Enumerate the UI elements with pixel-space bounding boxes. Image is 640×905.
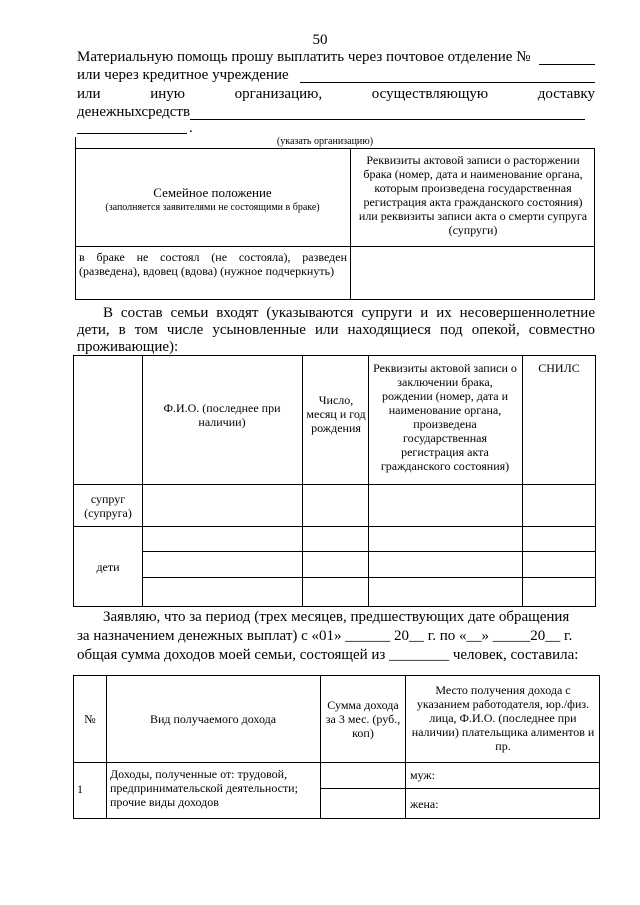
- marital-header-right: Реквизиты актовой записи о расторжении брака (номер, дата и наименование органа, которым произведена государственная регистрация акта гражданского состояния) или реквизиты записи акта о смерти супруга (супруги): [358, 153, 588, 237]
- family-row-children: дети: [96, 560, 120, 574]
- post-office-number-field[interactable]: [539, 64, 595, 65]
- credit-institution-field[interactable]: [300, 82, 595, 83]
- income-table: [73, 675, 600, 819]
- income-header-num: №: [84, 712, 96, 726]
- family-intro: В состав семьи входят (указываются супруги и их несовершеннолетние дети, в том числе усыновленные или находящиеся под опекой, совместно проживающие):: [77, 305, 595, 355]
- payment-line-4: денежныхсредств: [77, 104, 191, 120]
- payment-line-1: Материальную помощь прошу выплатить через почтовое отделение №: [77, 49, 531, 65]
- income-intro: [77, 609, 595, 664]
- payment-line-3: или иную организацию, осуществляющую доставку: [77, 86, 595, 102]
- marital-status-title: Семейное положение: [153, 185, 272, 200]
- income-intro-line-2: за назначением денежных выплат) с «01» ______ 20__ г. по «__» _____20__ г.: [77, 628, 573, 644]
- marital-status-options[interactable]: в браке не состоял (не состояла), разведен (разведена), вдовец (вдова) (нужное подчеркнуть): [79, 250, 347, 278]
- divorce-record-cell[interactable]: [351, 247, 594, 299]
- income-header-place: Место получения дохода с указанием работодателя, юр./физ. лица, Ф.И.О. (последнее при наличии) плательщика алиментов и пр.: [411, 683, 595, 753]
- income-sum-husband-cell[interactable]: [321, 763, 405, 788]
- family-row-spouse: супруг (супруга): [84, 492, 132, 520]
- child-1-fio-cell[interactable]: [143, 527, 302, 551]
- income-header-type: Вид получаемого дохода: [149, 712, 277, 726]
- marital-header-left: [79, 185, 346, 214]
- family-table: [73, 355, 596, 607]
- income-header-sum: Сумма дохода за 3 мес. (руб., коп): [325, 698, 401, 740]
- income-row-1-type: Доходы, полученные от: трудовой, предпринимательской деятельности; прочие виды доходов: [110, 767, 298, 809]
- income-row-1-num: 1: [77, 782, 83, 796]
- payment-line-2: или через кредитное учреждение: [77, 67, 289, 83]
- organization-field[interactable]: [190, 119, 585, 120]
- page-number: 50: [312, 32, 328, 48]
- organization-field-cont[interactable]: [77, 133, 187, 134]
- spouse-fio-cell[interactable]: [143, 485, 302, 526]
- child-3-fio-cell[interactable]: [143, 578, 302, 606]
- payment-line-5-dot: .: [189, 120, 193, 136]
- family-header-birth: Число, месяц и год рождения: [306, 393, 366, 435]
- income-intro-line-1: Заявляю, что за период (трех месяцев, предшествующих дате обращения: [103, 609, 570, 625]
- income-sum-wife-cell[interactable]: [321, 789, 405, 818]
- marital-status-subtitle: (заполняется заявителями не состоящими в браке): [105, 202, 320, 213]
- family-header-fio: Ф.И.О. (последнее при наличии): [163, 401, 281, 429]
- family-header-marriage: Реквизиты актовой записи о заключении брака, рождении (номер, дата и наименование органа, произведена государственная регистрация акта гражданского состояния): [373, 361, 517, 473]
- income-intro-line-3: общая сумма доходов моей семьи, состоящей из ________ человек, составила:: [77, 647, 579, 663]
- family-header-snils: СНИЛС: [538, 361, 580, 375]
- marital-status-table: [75, 137, 595, 300]
- income-husband-label[interactable]: муж:: [410, 768, 436, 782]
- organization-caption: (указать организацию): [276, 136, 374, 147]
- income-wife-label[interactable]: жена:: [410, 797, 439, 811]
- child-2-fio-cell[interactable]: [143, 552, 302, 577]
